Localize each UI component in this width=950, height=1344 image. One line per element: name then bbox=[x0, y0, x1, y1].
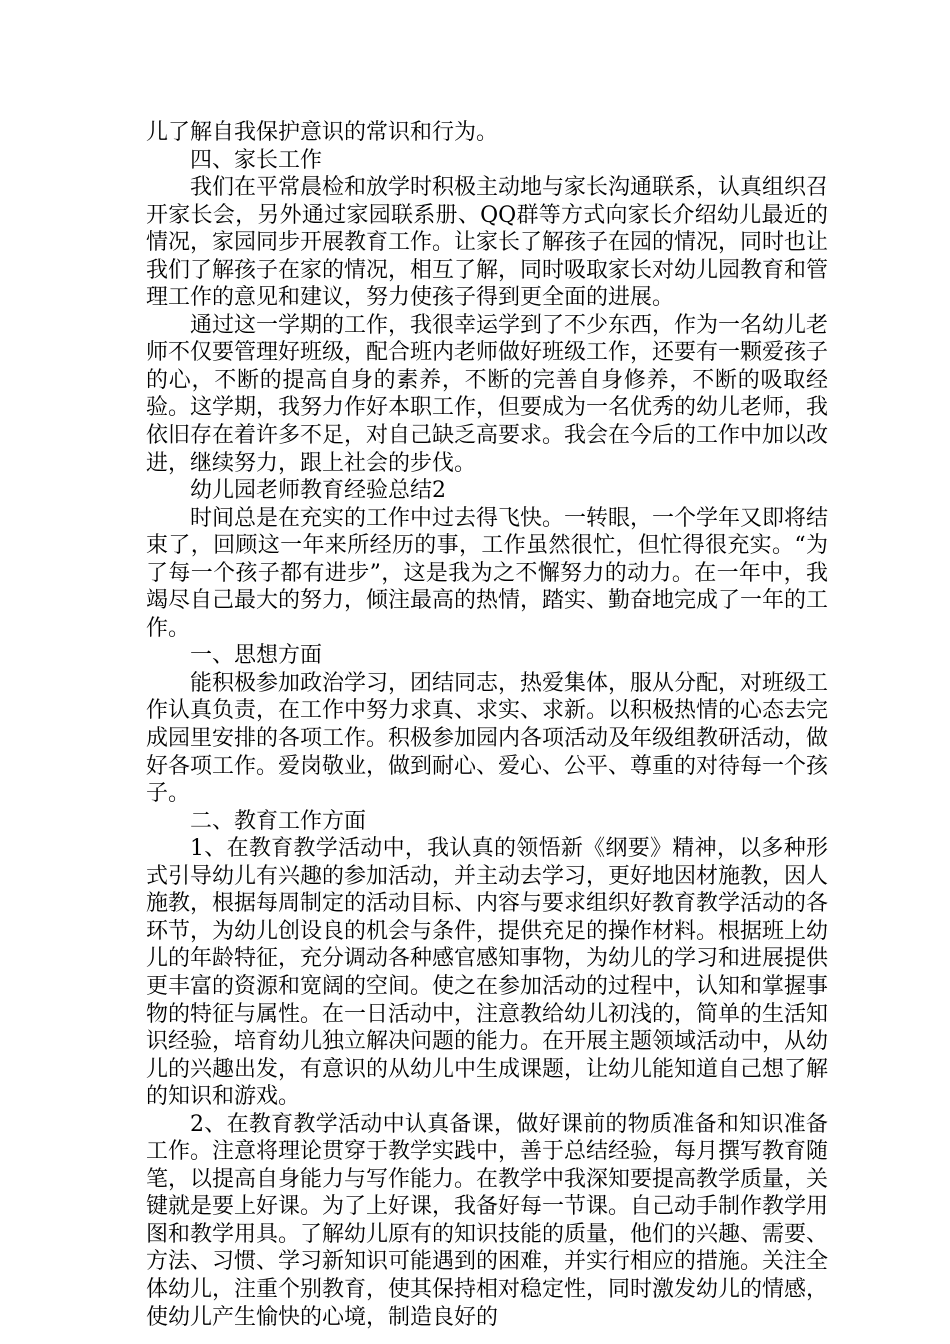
article-title-summary-2: 幼儿园老师教育经验总结2 bbox=[190, 478, 446, 504]
paragraph-education-item-2: 2、在教育教学活动中认真备课，做好课前的物质准备和知识准备工作。注意将理论贯穿于教学实践中，善于总结经验，每月撰写教育随笔，以提高自身能力与写作能力。在教学中我深知要提高教学质量，关键就是要上好课。为了上好课，我备好每一节课。自己动手制作教学用图和教学用具。了解幼儿原有的知识技能的质量，他们的兴趣、需要、方法、习惯、学习新知识可能遇到的困难，并实行相应的措施。关注全体幼儿，注重个别教育，使其保持相对稳定性，同时激发幼儿的情感，使幼儿产生愉快的心境，制造良好的 bbox=[146, 1111, 829, 1330]
paragraph-year-review: 时间总是在充实的工作中过去得飞快。一转眼，一个学年又即将结束了，回顾这一年来所经历的事，工作虽然很忙，但忙得很充实。“为了每一个孩子都有进步”，这是我为之不懈努力的动力。在一年中，我竭尽自己最大的努力，倾注最高的热情，踏实、勤奋地完成了一年的工作。 bbox=[146, 505, 829, 641]
paragraph-parent-communication: 我们在平常晨检和放学时积极主动地与家长沟通联系，认真组织召开家长会，另外通过家园联系册、QQ群等方式向家长介绍幼儿最近的情况，家园同步开展教育工作。让家长了解孩子在园的情况，同时也让我们了解孩子在家的情况，相互了解，同时吸取家长对幼儿园教育和管理工作的意见和建议，努力使孩子得到更全面的进展。 bbox=[146, 175, 829, 311]
section-heading-ideology: 一、思想方面 bbox=[190, 643, 323, 669]
paragraph-semester-reflection: 通过这一学期的工作，我很幸运学到了不少东西，作为一名幼儿老师不仅要管理好班级，配合班内老师做好班级工作，还要有一颗爱孩子的心，不断的提高自身的素养，不断的完善自身修养，不断的吸取经验。这学期，我努力作好本职工作，但要成为一名优秀的幼儿老师，我依旧存在着许多不足，对自己缺乏高要求。我会在今后的工作中加以改进，继续努力，跟上社会的步伐。 bbox=[146, 312, 829, 476]
paragraph-ideology: 能积极参加政治学习，团结同志，热爱集体，服从分配，对班级工作认真负责，在工作中努力求真、求实、求新。以积极热情的心态去完成园里安排的各项工作。积极参加园内各项活动及年级组教研活动，做好各项工作。爱岗敬业，做到耐心、爱心、公平、尊重的对待每一个孩子。 bbox=[146, 670, 829, 807]
section-heading-education-work: 二、教育工作方面 bbox=[190, 808, 367, 834]
paragraph-education-item-1: 1、在教育教学活动中，我认真的领悟新《纲要》精神，以多种形式引导幼儿有兴趣的参加活动，并主动去学习，更好地因材施教，因人施教，根据每周制定的活动目标、内容与要求组织好教育教学活动的各环节，为幼儿创设良的机会与条件，提供充足的操作材料。根据班上幼儿的年龄特征，充分调动各种感官感知事物，为幼儿的学习和进展提供更丰富的资源和宽阔的空间。使之在参加活动的过程中，认知和掌握事物的特征与属性。在一日活动中，注意教给幼儿初浅的，简单的生活知识经验，培育幼儿独立解决问题的能力。在开展主题领域活动中，从幼儿的兴趣出发，有意识的从幼儿中生成课题，让幼儿能知道自己想了解的知识和游戏。 bbox=[146, 836, 829, 1110]
section-heading-parent-work: 四、家长工作 bbox=[190, 147, 323, 173]
paragraph-continuation: 儿了解自我保护意识的常识和行为。 bbox=[146, 120, 499, 145]
document-body bbox=[146, 119, 828, 1331]
